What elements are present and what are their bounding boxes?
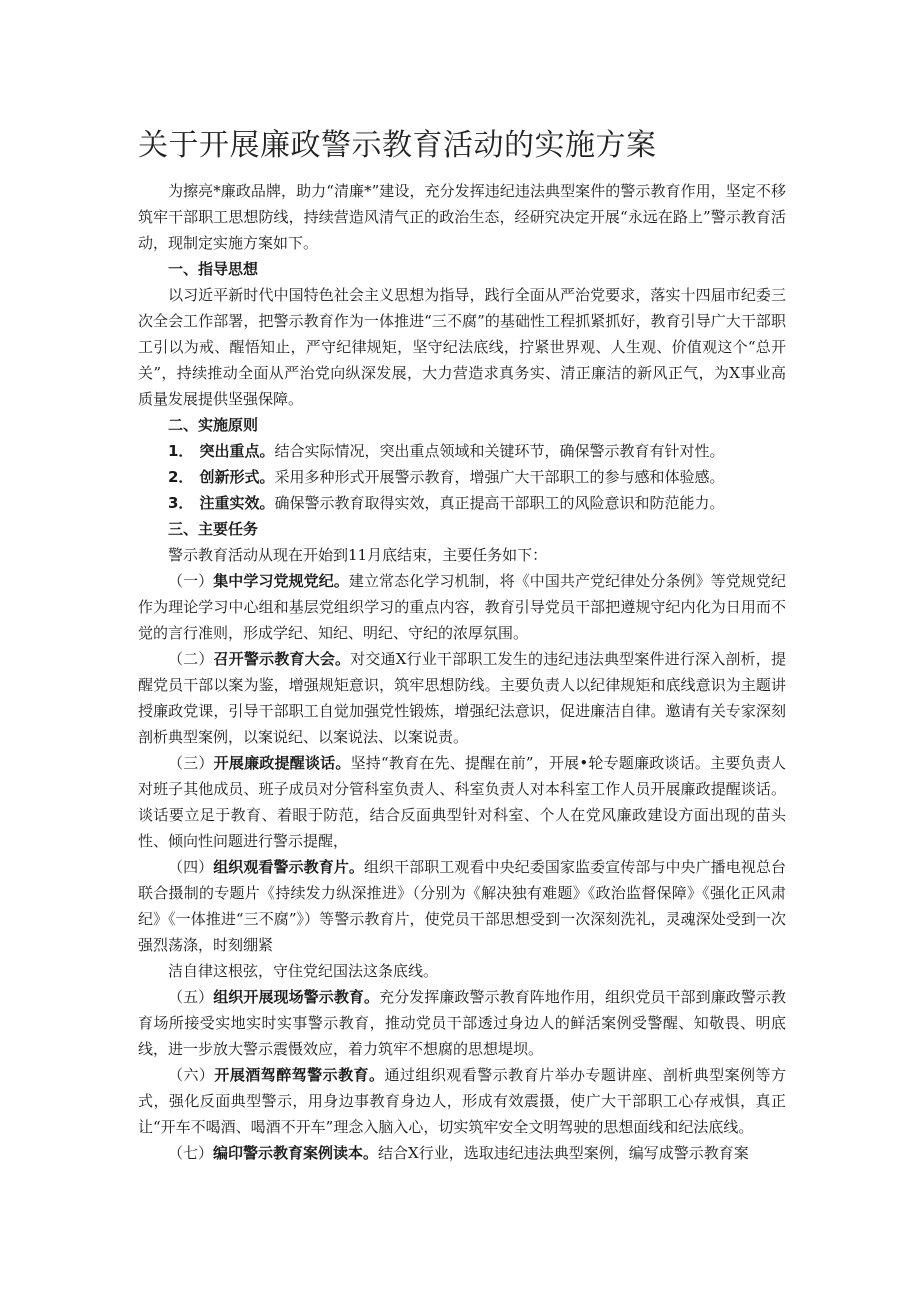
task-number: （五） [168, 988, 214, 1006]
task-continuation [138, 958, 786, 984]
principle-item [138, 490, 786, 516]
task-label: 编印警示教育案例读本。 [213, 1144, 379, 1162]
task-label: 开展廉政提醒谈话。 [213, 754, 351, 772]
task-paragraph [138, 646, 786, 750]
main-tasks-lead: 警示教育活动从现在开始到11月底结束，主要任务如下： [168, 546, 548, 564]
principle-text: 采用多种形式开展警示教育，增强广大干部职工的参与感和体验感。 [274, 468, 725, 486]
principle-number: 1． [168, 442, 194, 460]
principle-text: 确保警示教育取得实效，真正提高干部职工的风险意识和防范能力。 [274, 494, 725, 512]
task-number: （七） [168, 1144, 214, 1162]
task-number: （四） [168, 858, 214, 876]
section-heading-principles: 二、实施原则 [168, 416, 259, 434]
task-text: 通过组织观看警示教育片举办专题讲座、剖析典型案例等方式，强化反面典型警示，用身边事教育身边人，形成有效震摄，使广大干部职工心存戒惧，真正让“开车不喝酒、喝酒不开车”理念入脑入心，切实筑牢安全文明驾驶的思想面线和纪法底线。 [138, 1066, 786, 1136]
task-label: 组织观看警示教育片。 [213, 858, 364, 876]
intro-paragraph: 为擦亮*廉政品牌，助力“清廉*”建设，充分发挥违纪违法典型案件的警示教育作用，坚定不移筑牢干部职工思想防线，持续营造风清气正的政治生态，经研究决定开展“永远在路上”警示教育活动，现制定实施方案如下。 [138, 182, 786, 252]
task-text: 对交通X行业干部职工发生的违纪违法典型案件进行深入剖析，提醒党员干部以案为鉴，增强规矩意识，筑牢思想防线。主要负责人以纪律规矩和底线意识为主题讲授廉政党课，引导干部职工自觉加强党性锻炼，增强纪法意识，促进廉洁自律。邀请有关专家深刻剖析典型案例，以案说纪、以案说法、以案说责。 [138, 650, 786, 746]
task-text: 结合X行业，选取违纪违法典型案例，编写成警示教育案 [378, 1144, 749, 1162]
task-text: 充分发挥廉政警示教育阵地作用，组织党员干部到廉政警示教育场所接受实地实时实事警示教育，推动党员干部透过身边人的鲜活案例受警醒、知敬畏、明底线，进一步放大警示震慑效应，着力筑牢不想腐的思想堤坝。 [138, 988, 786, 1058]
task-paragraph [138, 984, 786, 1062]
task-paragraph [138, 1062, 786, 1140]
task-number: （一） [168, 572, 214, 590]
task-paragraph [138, 854, 786, 958]
task-text: 洁自律这根弦，守住党纪国法这条底线。 [168, 962, 439, 980]
section-heading-guiding-ideology: 一、指导思想 [168, 260, 259, 278]
task-paragraph [138, 1140, 786, 1166]
task-label: 召开警示教育大会。 [213, 650, 351, 668]
principle-label: 注重实效。 [199, 494, 275, 512]
principle-item [138, 464, 786, 490]
principle-text: 结合实际情况，突出重点领域和关键环节，确保警示教育有针对性。 [274, 442, 725, 460]
task-paragraph [138, 750, 786, 854]
task-text: 建立常态化学习机制，将《中国共产党纪律处分条例》等党规党纪作为理论学习中心组和基层党组织学习的重点内容，教育引导党员干部把遵规守纪内化为日用而不觉的言行准则，形成学纪、知纪、明纪、守纪的浓厚氛围。 [138, 572, 786, 642]
principle-number: 2． [168, 468, 194, 486]
task-number: （六） [168, 1066, 215, 1084]
section-heading-main-tasks: 三、主要任务 [168, 520, 259, 538]
task-text: 组织干部职工观看中央纪委国家监委宣传部与中央广播电视总台联合摄制的专题片《持续发力纵深推进》（分别为《解决独有难题》《政治监督保障》《强化正风肃纪》《一体推进“三不腐”》）等警示教育片，使党员干部思想受到一次深刻洗礼，灵魂深处受到一次强烈荡涤，时刻绷紧 [138, 858, 786, 954]
task-text: 坚持“教育在先、提醒在前”，开展•轮专题廉政谈话。主要负责人对班子其他成员、班子成员对分管科室负责人、科室负责人对本科室工作人员开展廉政提醒谈话。谈话要立足于教育、着眼于防范，结合反面典型针对科室、个人在党风廉政建设方面出现的苗头性、倾向性问题进行警示提醒， [138, 754, 786, 850]
task-number: （三） [168, 754, 214, 772]
task-label: 开展酒驾醉驾警示教育。 [214, 1066, 385, 1084]
principle-label: 突出重点。 [199, 442, 275, 460]
principle-label: 创新形式。 [199, 468, 275, 486]
principle-number: 3． [168, 494, 194, 512]
task-paragraph [138, 568, 786, 646]
document-title: 关于开展廉政警示教育活动的实施方案 [138, 128, 657, 163]
task-number: （二） [168, 650, 214, 668]
task-label: 组织开展现场警示教育。 [213, 988, 380, 1006]
principle-item [138, 438, 786, 464]
guiding-ideology-paragraph: 以习近平新时代中国特色社会主义思想为指导，践行全面从严治党要求，落实十四届市纪委三次全会工作部署，把警示教育作为一体推进“三不腐”的基础性工程抓紧抓好，教育引导广大干部职工引以为戒、醒悟知止，严守纪律规矩，坚守纪法底线，拧紧世界观、人生观、价值观这个“总开关”，持续推动全面从严治党向纵深发展，大力营造求真务实、清正廉洁的新风正气，为X事业高质量发展提供坚强保障。 [138, 286, 786, 408]
document-body [138, 178, 786, 1166]
task-label: 集中学习党规党纪。 [213, 572, 349, 590]
